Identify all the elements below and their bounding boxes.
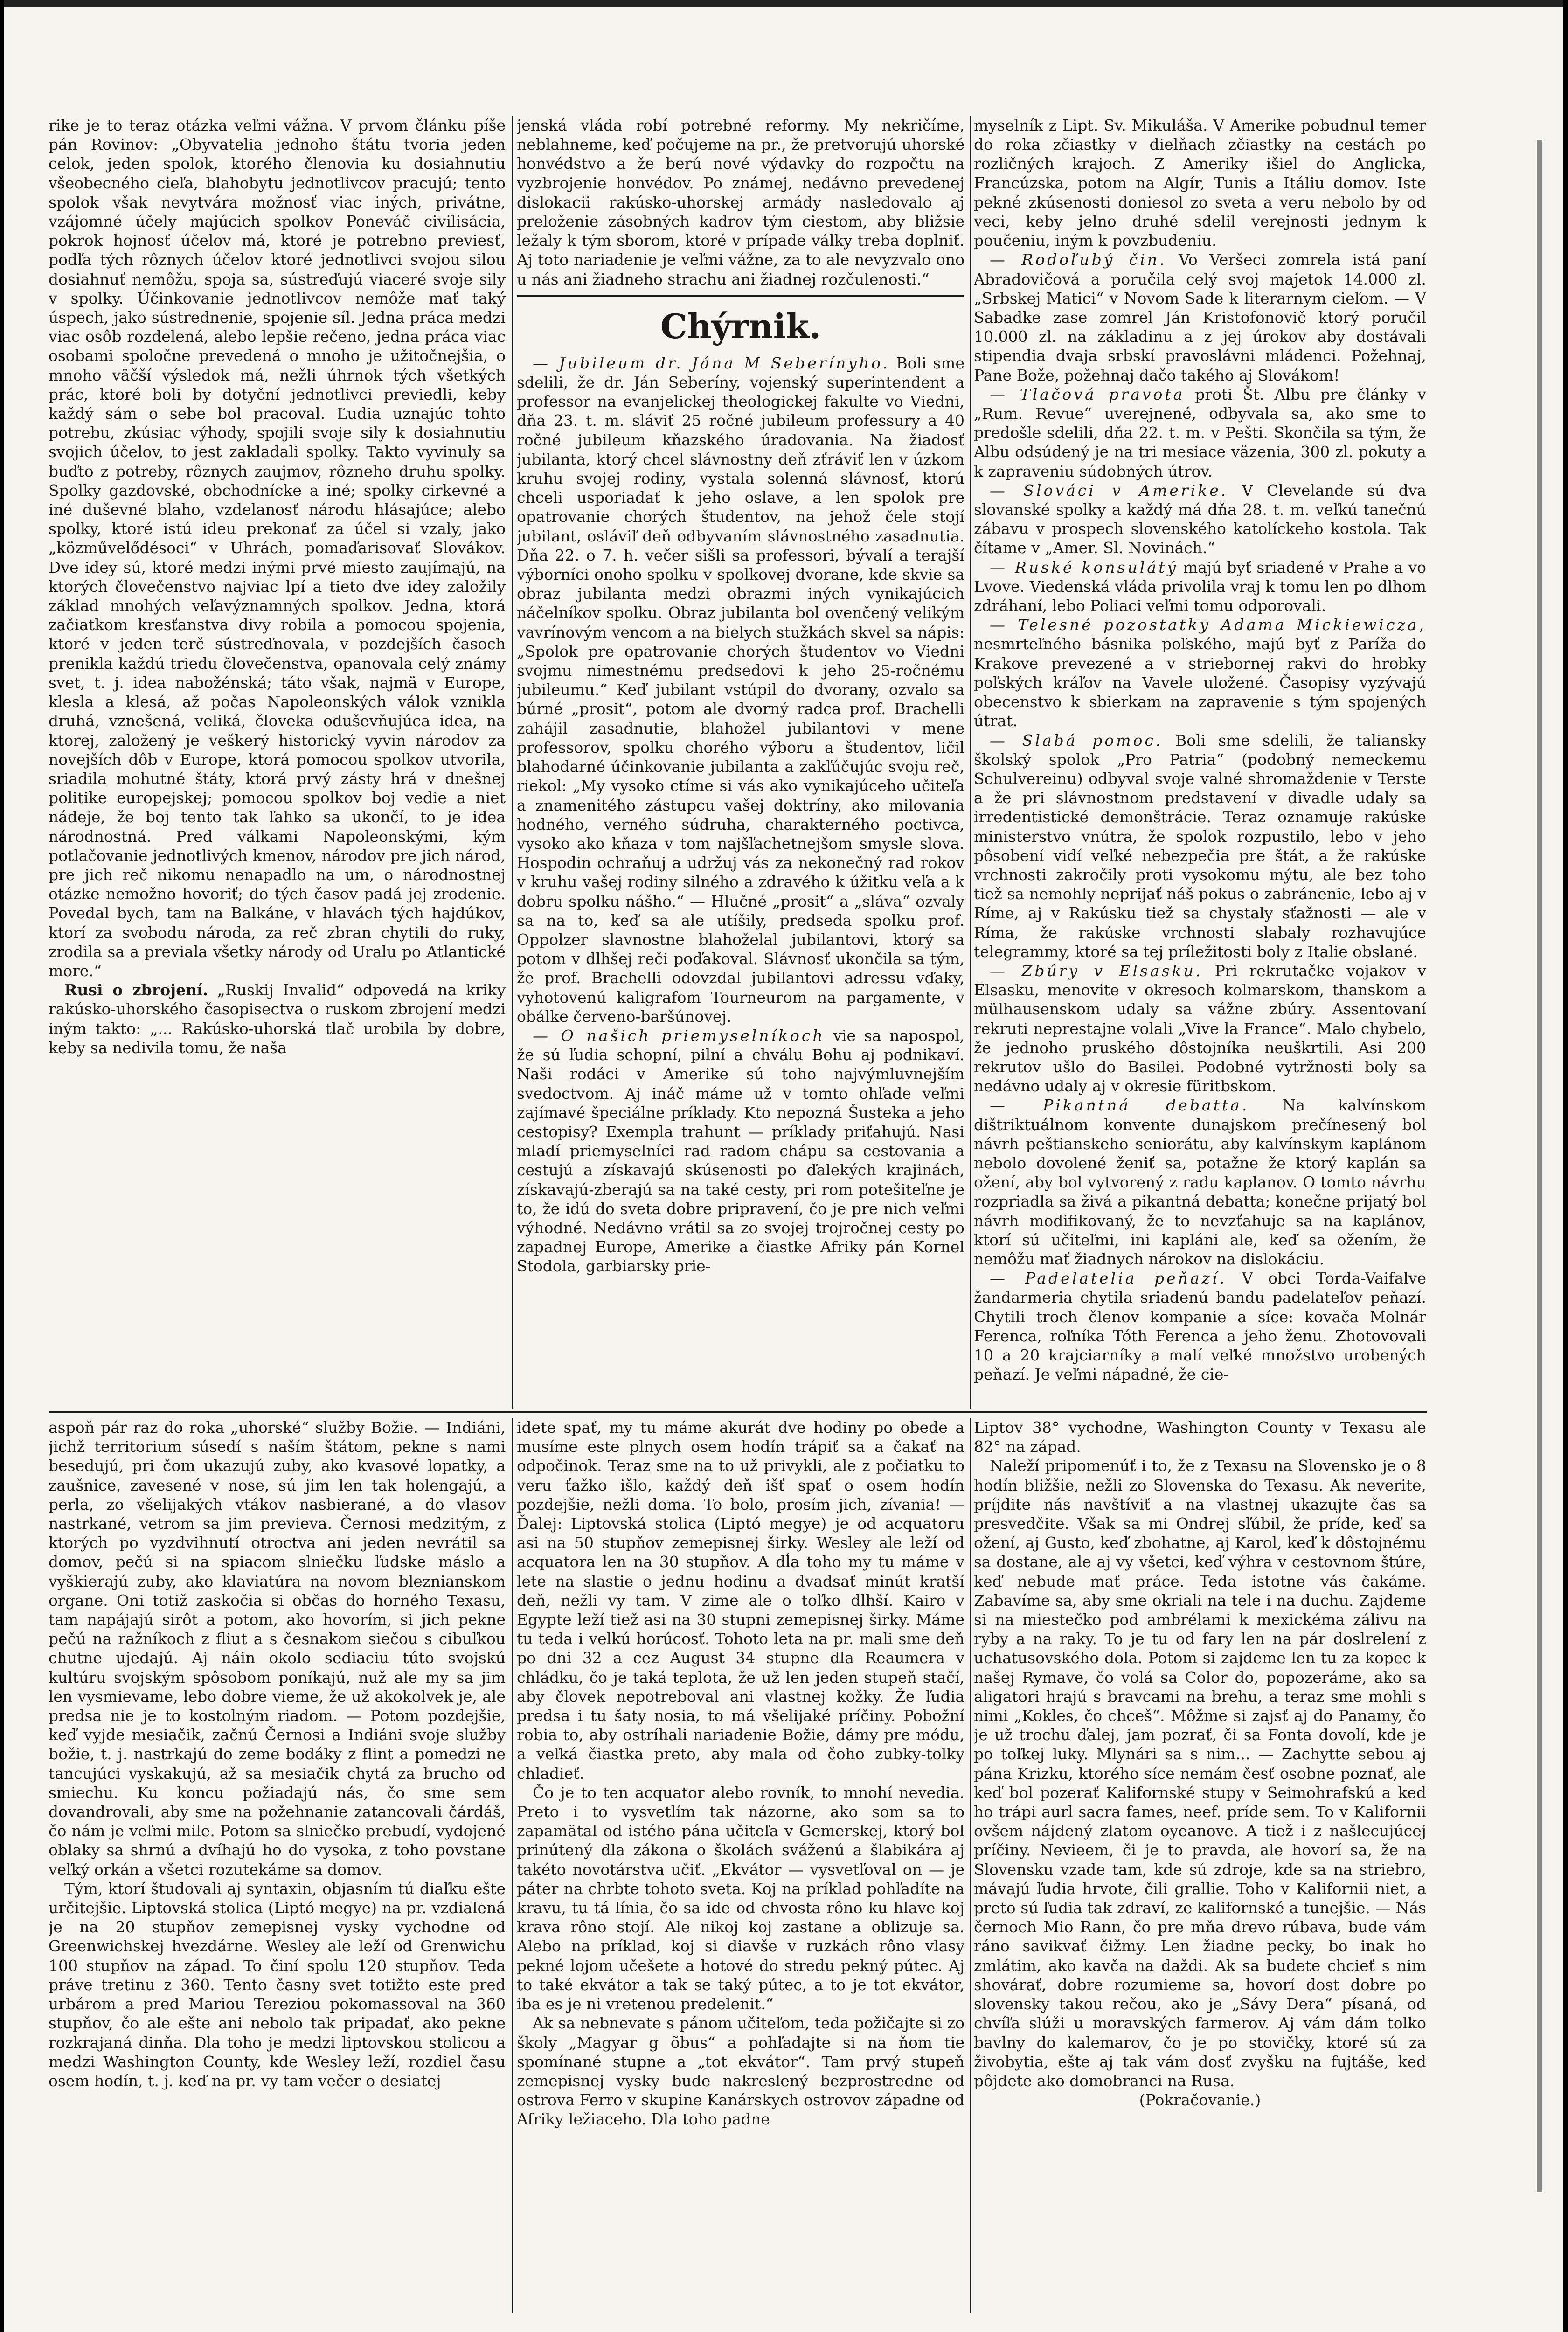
news-item [974,731,1426,961]
news-item-body: vie sa napospol, že sú ľudia schopní, pilní a chválu Bohu aj podnikaví. Naši rodáci v Amerike sú toho najvýmluvnejším svedoctvom. Aj ináč máme už v tomto ohľade veľmi zajímavé špeciálne príklady. Kto nepozná Šusteka a jeho cestopisy? Exempla trahunt — príklady priťahujú. Nasi mladí priemyselníci rad radom chápu sa cestovania a cestujú a získavajú skúsenosti po ďalekých krajinách, získavajú-zberajú sa na také cesty, pri rom potešiteľne je to, že idú do sveta dobre pripravení, čo je pre nich veľmi výhodné. Nedávno vrátil sa zo svojej trojročnej cesty po zapadnej Europe, Amerike a čiastke Afriky pán Kornel Stodola, garbiarsky prie- [517,1026,964,1276]
feuilleton-paragraph: aspoň pár raz do roka „uhorské“ služby Božie. — Indiáni, jichž territorium súsedí s naším štátom, pekne s nami besedujú, pri čom ukazujú zuby, ako kvasové lopatky, a zaušnice, zavesené v nose, sú jim len tak holengajú, a perla, zo všelijakých vtákov nasbierané, a do vlasov nastrkané, vetrom sa jim previeva. Černosi medzitým, z ktorých po vyzdvihnutí otroctva ani jeden nevrátil sa domov, pečú si na spiacom slniečku ľudske máslo a vyškierajú zuby, ako klaviatúra na novom bleznianskom organe. Oni totiž zaskočia si občas do horného Texasu, tam napájajú sirôt a potom, ako hovorím, si jich pekne pečú na ražníkoch z fliut a s česnakom siečou s cibuľkou chutne ujedajú. Aj náin okolo sediaciu túto svojskú kultúru svojským spôsobom poníkajú, nuž ale my sa jim len vysmievame, lebo dobre vieme, že už akokolvek je, ale predsa nie je to kostolným riadom. — Potom pozdejšie, keď vyjde mesiačik, začnú Černosi a Indiáni svoje služby božie, t. j. nastrkajú do zeme bodáky z flint a pomedzi ne tancujúci vyskakujú, až sa mesiačik chytá za brucho od smiechu. Ku koncu požiadajú nás, čo sme sem dovandrovali, aby sme na požehnanie zatancovali čárdáš, čo nám je veľmi mile. Potom sa slniečko prebudí, vydojené oblaky sa shrnú a dvíhajú ho do vysoka, z toho povstane veľký orkán a všetci rozutekáme sa domov. [49,1418,506,1879]
bottom-column-1 [49,1418,506,2313]
feuilleton-paragraph: Liptov 38° vychodne, Washington County v Texasu ale 82° na západ. [974,1418,1426,1456]
news-item-lead: — Rodoľubý čin. [990,250,1167,269]
scan-edge-left [0,0,4,2332]
news-item [517,1026,964,1276]
feuilleton-divider [49,1411,1427,1413]
scan-edge-top [0,0,1568,7]
section-divider [517,295,964,297]
section-heading: Chýrnik. [660,306,821,346]
column-rule [970,116,971,1409]
news-item [517,354,964,1026]
news-item-lead: — Padelatelia peňazí. [990,1269,1227,1288]
news-item-body: V Clevelande sú dva slovanské spolky a každý má dňa 28. t. m. veľkú tanečnú zábavu v prospech slovenského katolíckeho kostola. Tak čítame v „Amer. Sl. Novinách.“ [974,481,1426,557]
article-paragraph: rike je to teraz otázka veľmi vážna. V prvom článku píše pán Rovinov: „Obyvatelia jednoho štátu tvoria jeden celok, jeden spolok, ktorého členovia ku dosiahnutiu všeobecného cieľa, blahobytu jednotlivcov pracujú; tento spolok však nevytvára možnosť viac iných, privátne, vzájomné účely majúcich spolkov Poneváč civilisácia, pokrok hojnosť účelov má, ktoré je potrebno previesť, podľa tých rôznych účelov ktoré jednotlivci svojou silou dosiahnuť nemôžu, spoja sa, sústreďujú viaceré svoje sily v spolky. Účinkovanie jednotlivcov nemôže mať taký úspech, jako sústrednenie, spojenie síl. Jedna práca medzi viac osôb rozdelená, alebo lepšie rečeno, jedna práca viac osobami spoločne prevedená o mnoho je užitočnejšia, o mnoho väčší výsledok má, nežli úhrnok tých všetkých prác, ktoré boli by dotyční jednotlivci previedli, keby každý sám o sebe bol pracoval. Ľudia uznajúc tohto potrebu, zkúsiac výhody, spojili svoje sily k dosiahnutiu svojich účelov, to jest zakladali spolky. Takto vyvinuly sa buďto z potreby, rôznych zaujmov, rôzneho druhu spolky. Spolky gazdovské, obchodnícke a iné; spolky cirkevné a iné duševné blaho, vzdelanosť národu hlásajúce; alebo spolky, ktoré istú ideu prekonať za účel si vzaly, jako „közművelődésoci“ v Uhrách, pomaďarisovať Slovákov. Dve idey sú, ktoré medzi inými prvé miesto zaujímajú, na ktorých človečenstvo najviac lpí a tieto dve idey založily základ mnohých veľavýznamných spolkov. Jedna, ktorá začiatkom kresťanstva divy robila a pomocou spojenia, ktoré v jeden terč sústreďnovala, v pozdejších časoch prenikla každú triedu človečenstva, opanovala celý známy svet, t. j. idea nabožénská; táto však, najmä v Europe, klesla a klesá, až počas Napoleonských válok vznikla druhá, vznešená, veliká, človeka oduševňujúca idea, na ktorej, založený je veškerý historický vyvin národov za novejších dôb v Europe, ktorá pomocou spolkov utvorila, sriadila mohutné štáty, ktorá prvý zásty hrá v dnešnej politike europejskej; pomocou spolkov boj vedie a niet nádeje, že boj tento tak ľahko sa ukončí, to je idea národnostná. Pred válkami Napoleonskými, kým potlačovanie jednotlivých kmenov, národov pre jich národ, pre jich reč nikomu nenapadlo na um, o národnostnej otázke nemožno hovoriť; do tých časov padá jej zrodenie. Povedal bych, tam na Balkáne, v hlavách tých hajdúkov, ktorí za svobodu národa, za reč zbran chytili do ruky, zrodila sa a previala všetky národy od Uralu po Atlantické more.“ [49,116,506,980]
news-item [974,961,1426,1096]
news-item-body: V obci Torda-Vaifalve žandarmeria chytila sriadenú bandu padelateľov peňazí. Chytili troch členov kompanie a síce: kovača Molnár Ferenca, roľníka Tóth Ferenca a jeho ženu. Zhotovovali 10 a 20 krajciarníky a malí veľké množstvo urobených peňazí. Je veľmi nápadné, že cie- [974,1269,1426,1384]
news-item-lead: — Tlačová pravota [990,385,1185,403]
news-item [974,481,1426,558]
bottom-column-2 [517,1418,964,2313]
news-item [974,1269,1426,1384]
column-rule [512,1418,513,2313]
feuilleton-paragraph: Ak sa nebnevate s pánom učiteľom, teda požičajte si zo školy „Magyar g õbus“ a pohľadajte si na ňom tie spomínané stupne a „tot ekvátor“. Tam prvý stupeň zemepisnej vysky bude nakreslený bezprostredne od ostrova Ferro v skupine Kanárskych ostrovov západne od Afriky ležiaceho. Dla toho padne [517,2014,964,2129]
news-item [974,558,1426,616]
article-body: „Ruskij Invalid“ odpovedá na kriky rakúsko-uhorského časopisectva o ruskom zbrojení medzi iným takto: „... Rakúsko-uhorská tlač urobila by dobre, keby sa nedivila tomu, že naša [49,981,506,1057]
top-column-3 [974,116,1426,1409]
news-item: myselník z Lipt. Sv. Mikuláša. V Amerike pobudnul temer do roka zčiastky v dielňach zčiastky na cestách po rozličných krajoch. Z Ameriky išiel do Anglicka, Francúzska, potom na Algír, Tunis a Itáliu domov. Iste pekné zkúsenosti doniesol zo sveta a veru nebolo by od veci, keby jelno druhé sdelil verejnosti jednym k poučeniu, iným k povzbudeniu. [974,116,1426,250]
news-item [974,1096,1426,1269]
news-item-lead: — Ruské konsulátý [990,558,1178,576]
news-item-body: Na kalvínskom dištriktuálnom konvente dunajskom prečínesený bol návrh peštianskeho seniorátu, aby kalvínskym kaplánom nebolo dovolené ženiť sa, potažne že ktorý kaplán sa ožení, aby bol vytvorený z radu kaplanov. O tomto návrhu rozpriadla sa živá a pikantná debatta; konečne prijatý bol návrh modifikovaný, že to nevzťahuje sa na kaplánov, ktorí sú učiteľmi, ini kapláni ale, keď sa ožením, že nemôžu mať žiadnych nárokov na dislokáciu. [974,1096,1426,1268]
feuilleton-paragraph: idete spať, my tu máme akurát dve hodiny po obede a musíme este plnych osem hodín trápiť sa a čakať na odpočinok. Teraz sme na to už privykli, ale z počiatku to veru ťažko išlo, každý deň išť spať o osem hodín pozdejšie, nežli doma. To bolo, prosím jich, zívania! — Ďalej: Liptovská stolica (Liptó megye) je od acquatoru asi na 50 stupňov zemepisnej širky. Wesley ale leží od acquatora len na 30 stupňov. A dĺa toho my tu máme v lete na slastie o jednu hodinu a dvadsať minút kratší deň, nežli vy tam. V zime ale o toľko dlhší. Kairo v Egypte leží tiež asi na 30 stupni zemepisnej širky. Máme tu teda i velkú horúcosť. Tohoto leta na pr. mali sme deň po dni 32 a cez August 34 stupne dla Reaumera v chládku, čo je taká teplota, že už len jeden stupeň stačí, aby človek nepotreboval ani vlastnej kožky. Že ľudia predsa i tu šaty nosia, to má všelijaké príčiny. Pobožní robia to, aby ostríhali nariadenie Božie, dámy pre módu, a veľká čiastka preto, aby mala od čoho zubky-tolky chladieť. [517,1418,964,1783]
page-margin-shadow [1537,140,1542,2192]
column-rule [512,116,513,1409]
top-column-2 [517,116,964,1409]
continuation-note: (Pokračovanie.) [1139,2091,1261,2110]
news-item-body: proti Št. Albu pre články v „Rum. Revue“ uverejnené, odbyvala sa, ako sme to predošle sdelili, dňa 22. t. m. v Pešti. Skončila sa tým, že Albu odsúdený je na tri mesiace väzenia, 300 zl. pokuty a k zapraveniu súdobných útrov. [974,385,1426,480]
top-column-1 [49,116,506,1409]
news-item-body: nesmrteľného básnika poľského, majú byť z Paríža do Krakove prevezené a v striebornej rakvi do hrobky poľských kráľov na Vavele uložené. Časopisy vyzývajú obecenstvo k sbierkam na zapravenie s tým spojených útrat. [974,635,1426,730]
news-item-lead: — Jubileum dr. Jána M Seberínyho. [533,354,890,372]
news-item-lead: — Telesné pozostatky Adama Mickiewicza, [990,616,1426,634]
column-rule [970,1418,971,2313]
news-item-body: Boli sme sdelili, že taliansky školský spolok „Pro Patria“ (podobný nemeckemu Schulvereinu) odbyval svoje valné shromaždenie v Terste a že pri slávnostnom predstavení v divadle udaly sa irredentistické demonštrácie. Teraz oznamuje rakúske ministerstvo vnútra, že spolok rozpustilo, lebo v jeho pôsobení vidí veľké nebezpečia pre štát, a že rakúske vrchnosti zakročily proti vysokomu mýtu, ale bez toho tiež sa nemohly neprijať náš pokus o zabránenie, lebo aj v Ríme, aj v Rakúsku tiež sa chystaly sťažnosti — ale v Ríma, že rakúske vrchnosti slabaly rozhavujúce telegrammy, ktoré sa tej príležitosti boly z Italie obslané. [974,731,1426,961]
news-item-body: Boli sme sdelili, že dr. Ján Seberíny, vojenský superintendent a professor na evanjelickej theologickej fakulte vo Viedni, dňa 23. t. m. sláviť 25 ročné jubileum professury a 40 ročné jubileum kňazského úradovania. Na žiadosť jubilanta, ktorý chcel slávnostny deň zťráviť len v úzkom kruhu svojej rodiny, vystala solenná slávnosť, ktorú chceli usporiadať k jeho oslave, a len spolok pre opatrovanie chorých študentov, na jehož čele stojí jubilant, osláviľ deň odbyvaním slávnostného zasadnutia. Dňa 22. o 7. h. večer sišli sa professori, bývalí a terajší výborníci onoho spolku v spolkovej dvorane, kde skvie sa obraz jubilanta medzi obrazmi iných vynikajúcich náčelníkov spolku. Obraz jubilanta bol ovenčený velikým vavrínovým vencom a na bielych stužkách skvel sa nápis: „Spolok pre opatrovanie chorých študentov vo Viedni svojmu nimestnému predsedovi k jeho 25-ročnému jubileumu.“ Keď jubilant vstúpil do dvorany, ozvalo sa búrné „prosit“, potom ale dvorný radca prof. Brachelli zahájil zasadnutie, blahožel jubilantovi v mene professorov, spolku chorého výboru a študentov, ličil blahodarné účinkovanie jubilanta a zakľúčujúc svoju reč, riekol: „My vysoko ctíme si vás ako vynikajúceho učiteľa a znamenitého zástupcu vašej doktríny, ako milovania hodného, verného súdruha, charakterného poctivca, vysoko ako kňaza v tom najšľachetnejšom smysle slova. Hospodin ochraňuj a udržuj vás za nekonečný rad rokov v kruhu vašej rodiny silného a zdravého k úžitku veľa a k dobru spolku nášho.“ — Hlučné „prosit“ a „sláva“ ozvaly sa na to, keď sa ale utíšily, predseda spolku prof. Oppolzer slavnostne blahoželal jubilantovi, ktorý sa potom v dlhšej reči poďakoval. Slávnosť ukončila sa tým, že prof. Brachelli odovzdal jubilantovi adressu vďaky, vyhotovenú kaligrafom Tourneurom na pargamente, v obálke červeno-baršúnovej. [517,354,964,1026]
feuilleton-paragraph: Tým, ktorí študovali aj syntaxin, objasním tú diaľku ešte určitejšie. Liptovská stolica (Liptó megye) na pr. vzdialená je na 20 stupňov zemepisnej vysky vychodne od Greenwichskej hvezdárne. Wesley ale leží od Grenwichu 100 stupňov na západ. To činí spolu 120 stupňov. Teda práve tretinu z 360. Tento časny svet totižto este pred urbárom a pred Mariou Tereziou pokomassoval na 360 stupňov, čo ale ešte ani nebolo tak pripadať, ako pekne rozkrajaná dinňa. Dla toho je medzi liptovskou stolicou a medzi Washington County, kde Wesley leží, rozdiel času osem hodín, t. j. keď na pr. vy tam večer o desiatej [49,1879,506,2090]
article-lead: Rusi o zbrojení. [64,981,208,999]
news-item-lead: — Slabá pomoc. [990,731,1163,750]
news-item-lead: — Zbúry v Elsasku. [990,961,1203,980]
feuilleton-paragraph: Naleží pripomenúť i to, že z Texasu na Slovensko je o 8 hodín bližšie, nežli zo Slovenska do Texasu. Ak neverite, príjdite nás navštíviť a na vlastnej ukazujte čas sa presvedčite. Však sa mi Ondrej sľúbil, že príde, keď sa ožení, aj Gusto, keď zbohatne, aj Karol, keď k dôstojnému sa dostane, ale aj vy všetci, keď výhra v cestovnom štúre, keď nebude mať práce. Teda istotne vás čakáme. Zabavíme sa, aby sme okriali na tele i na duchu. Zajdeme si na miestečko pod ambrélami k mexickéma zálivu na ryby a na raky. To je tu od fary len na pár doslrelení z uchatusovského dola. Potom si zajdeme len tu za kopec k našej Rymave, čo volá sa Color do, popozeráme, ako sa aligatori hrajú s bravcami na brehu, a teraz sme mohli s nimi „Kokles, čo chceš“. Môžme si zajsť aj do Panamy, čo je už trochu ďalej, jam pozrať, či sa Fonta dovolí, kde je po toľkej luky. Mlynári sa s nim... — Zachytte sebou aj pána Krizku, ktorého síce nemám česť osobne poznať, ale keď bol pozerať Kalifornské stupy v Seimohrafskú a keď ho trápi aurl sacra fames, neef. príde sem. To v Kalifornii ovšem nájdený zlatom oyeanove. A tiež i z našlecujúcej príčiny. Nevieem, či je to pravda, ale hovorí sa, že na Slovensku vzade tam, kde sú zdroje, kde sa na striebro, mávajú ľudia hrvote, čili grallie. Toho v Kalifornii niet, a preto sú ľudia tak zdraví, ze kalifornské a tunejšie. — Nás černoch Mio Rann, čo pre mňa drevo rúbava, bude vám ráno savikvať čižmy. Len žiadne pecky, bo inak ho zmlátim, ako kavča na daždi. Ak sa budete chcieť s nim shovárať, dobre rozumieme sa, hovorí dost dobre po slovensky takou rečou, ako je „Sávy Dera“ písaná, od chvíľa slúži u moravských farmerov. Aj vám dám tolko bavlny do kalemarov, čo je po stovičky, ktoré sú za živobytia, ešte aj tak vám dosť zvyšku na fujtáše, keď pôjdete ako domobranci na Rusa. [974,1457,1426,2090]
feuilleton-paragraph: Čo je to ten acquator alebo rovník, to mnohí nevedia. Preto i to vysvetlím tak názorne, ako som sa to zapamätal od istého pána učiteľa v Gemerskej, ktorý bol prinútený dla zákona o školách sváženú a šlabikára aj takéto novotárstva učiť. „Ekvátor — vysvetľoval on — je páter na chrbte tohoto sveta. Koj na príklad pohľadíte na kravu, tu tá línia, čo sa ide od chvosta rôno ku hlave koj krava rôno stojí. Ale nikoj koj zastane a oblizuje sa. Alebo na príklad, koj si diavše v ruzkách rôno vlasy pekné lojom učešete a hotové do stredu pekný pútec. Aj to také ekvátor a tak se taký pútec, a to je tot ekvátor, iba es je ni vretenou predelenit.“ [517,1783,964,2013]
news-item-body: Pri rekrutačke vojakov v Elsasku, menovite v okresoch kolmarskom, thanskom a mülhausenskom udaly sa vážne zbúry. Assentovaní rekruti neprestajne volali „Vive la France“. Malo chybelo, že jednoho pruského dôstojníka neuškrtili. Asi 200 rekrutov ušlo do Basilei. Podobné vytržnosti boly sa nedávno udaly aj v okresie füritbskom. [974,961,1426,1096]
bottom-column-3 [974,1418,1426,2313]
article-paragraph: jenská vláda robí potrebné reformy. My nekričíme, neblahneme, keď počujeme na pr., že pretvorujú uhorské honvédstvo a že berú nové výdavky do rozpočtu na vyzbrojenie honvédov. Po známej, nedávno prevedenej dislokacii rakúsko-uhorskej armády nasledovalo aj preloženie zásobných kadrov tým ciestom, aby bližsie ležaly k tým sborom, ktoré v prípade války treba doplniť. Aj toto nariadenie je veľmi vážne, za to ale nevyzvalo ono u nás ani žiadneho strachu ani žiadnej rozčulenosti.“ [517,116,964,288]
news-item-lead: — O našich priemyselníkoch [533,1026,825,1045]
news-item [974,250,1426,384]
news-item-lead: — Slováci v Amerike. [990,481,1228,500]
article-paragraph [49,980,506,1057]
news-item [974,385,1426,481]
news-item [974,615,1426,730]
news-item-body: majú byť sriadené v Prahe a vo Lvove. Viedenská vláda privolila vraj k tomu len po dlhom zdráhaní, lebo Poliaci veľmi tomu odporovali. [974,558,1426,615]
scan-edge-right [1563,0,1568,2332]
news-item-body: Vo Veršeci zomrela istá paní Abradovičová a poručila celý svoj majetok 14.000 zl. „Srbskej Matici“ v Novom Sade k literarnym cieľom. — V Sabadke zase zomrel Ján Kristofonovič ktorý poručil 10.000 zl. na základinu a z jej úrokov aby dostávali stipendia dvaja srbskí pravoslávni mládenci. Požehnaj, Pane Bože, požehnaj dačo takého aj Slovákom! [974,250,1426,384]
news-item-lead: — Pikantná debatta. [990,1096,1249,1115]
